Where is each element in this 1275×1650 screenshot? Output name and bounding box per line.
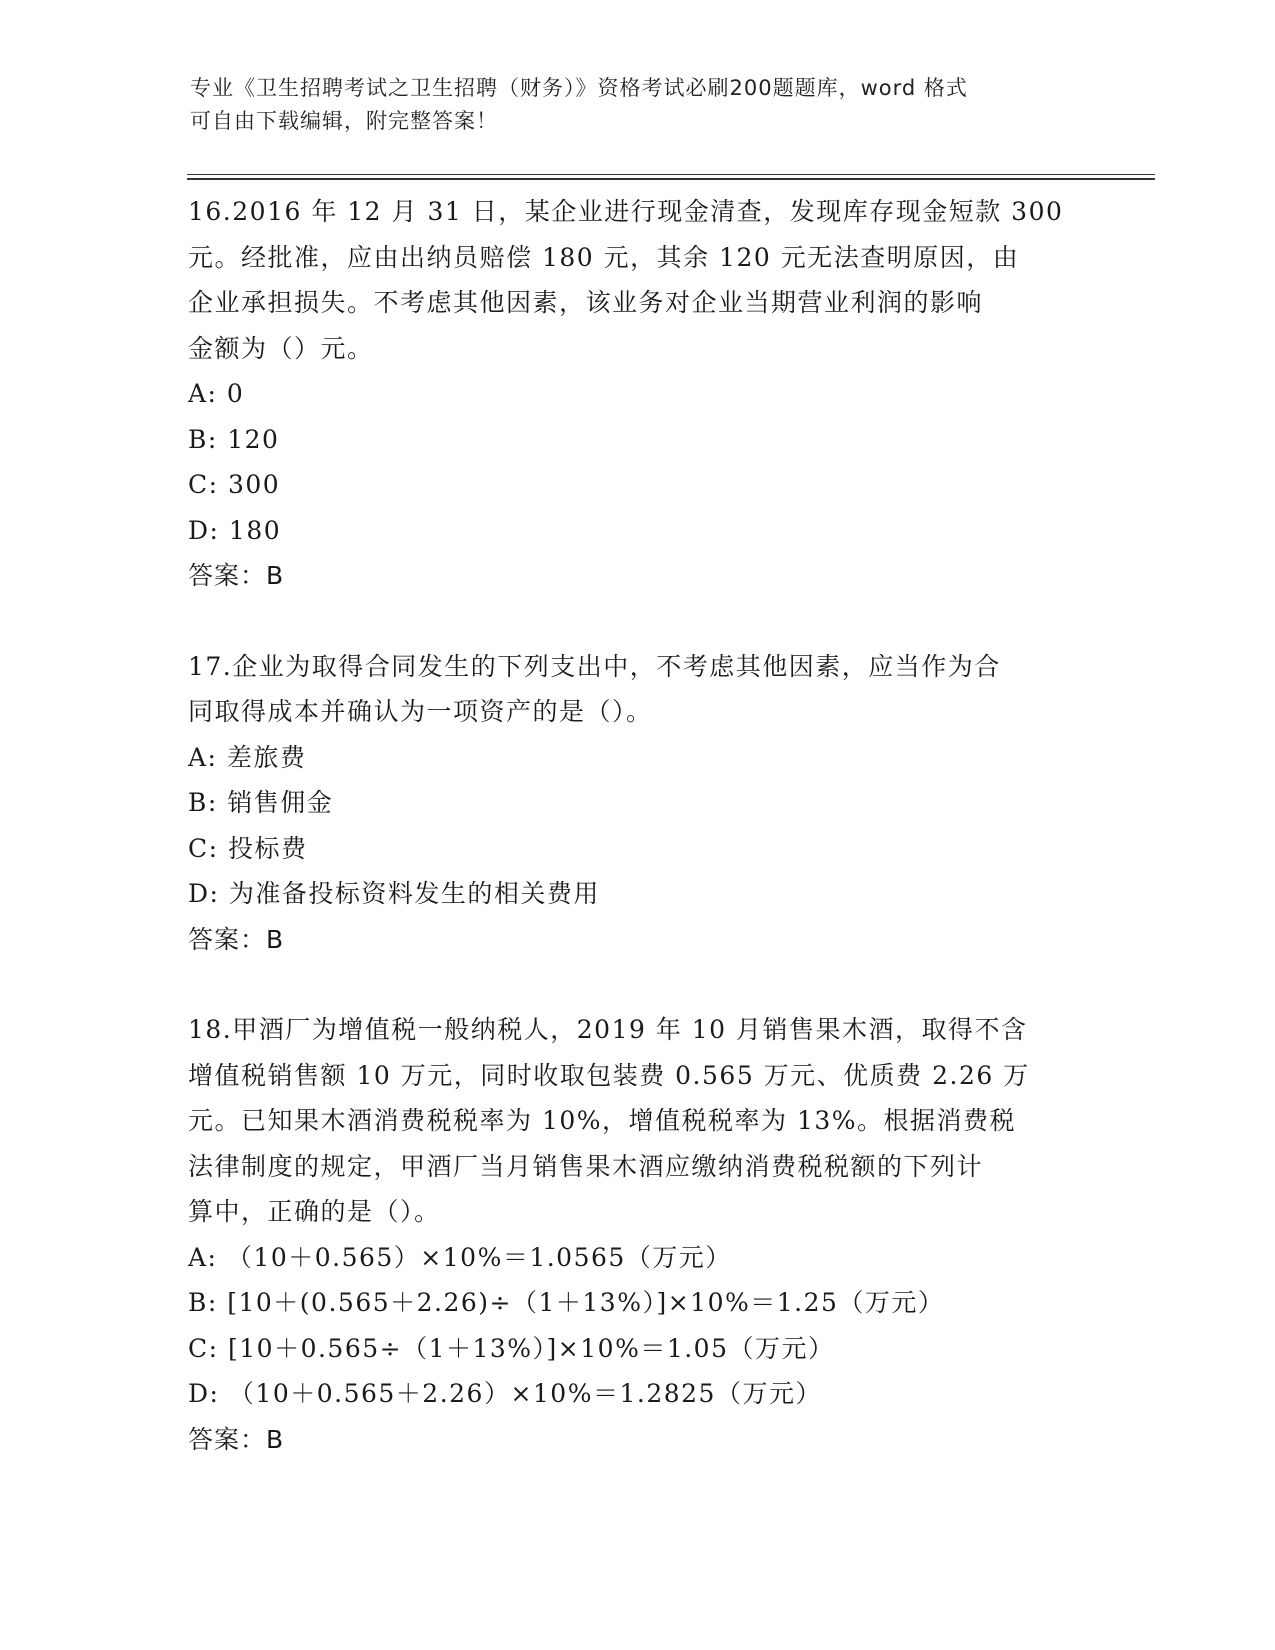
option-a: A: 差旅费 — [188, 742, 307, 772]
option-b: B: 120 — [188, 424, 280, 454]
header-divider-thin — [187, 174, 1155, 175]
option-c: C: 投标费 — [188, 833, 308, 863]
answer: 答案：B — [188, 561, 285, 590]
question-17 — [188, 644, 1148, 963]
option-d: D: 为准备投标资料发生的相关费用 — [188, 879, 600, 908]
header-line-2: 可自由下载编辑，附完整答案！ — [190, 109, 498, 133]
question-text-line: 企业承担损失。不考虑其他因素，该业务对企业当期营业利润的影响 — [188, 288, 984, 317]
question-spacer — [188, 599, 1148, 644]
question-spacer — [188, 962, 1148, 1007]
header-divider-thick — [187, 178, 1155, 180]
option-d: D: （10＋0.565＋2.26）×10%＝1.2825（万元） — [188, 1379, 822, 1408]
question-text-line: 17.企业为取得合同发生的下列支出中，不考虑其他因素，应当作为合 — [188, 651, 1001, 681]
option-b: B: 销售佣金 — [188, 788, 334, 817]
answer: 答案：B — [188, 1424, 285, 1454]
question-text-line: 16.2016 年 12 月 31 日，某企业进行现金清查，发现库存现金短款 300 — [188, 197, 1064, 226]
option-b: B: [10＋(0.565＋2.26)÷（1＋13%）]×10%＝1.25（万元） — [188, 1288, 945, 1317]
question-text-line: 同取得成本并确认为一项资产的是（）。 — [188, 697, 653, 726]
document-header — [190, 72, 1090, 138]
option-a: A: （10＋0.565）×10%＝1.0565（万元） — [188, 1242, 732, 1272]
option-c: C: 300 — [188, 470, 281, 499]
question-text-line: 元。已知果木酒消费税税率为 10%，增值税税率为 13%。根据消费税 — [188, 1106, 1017, 1135]
option-c: C: [10＋0.565÷（1＋13%）]×10%＝1.05（万元） — [188, 1333, 835, 1363]
question-16 — [188, 189, 1148, 599]
question-text-line: 增值税销售额 10 万元，同时收取包装费 0.565 万元、优质费 2.26 万 — [188, 1060, 1030, 1090]
answer: 答案：B — [188, 924, 285, 954]
question-text-line: 金额为（）元。 — [188, 333, 374, 363]
header-line-1: 专业《卫生招聘考试之卫生招聘（财务）》资格考试必刷200题题库，word 格式 — [190, 76, 968, 100]
question-text-line: 法律制度的规定，甲酒厂当月销售果木酒应缴纳消费税税额的下列计 — [188, 1151, 984, 1181]
option-d: D: 180 — [188, 515, 282, 545]
question-text-line: 18.甲酒厂为增值税一般纳税人，2019 年 10 月销售果木酒，取得不含 — [188, 1015, 1028, 1044]
question-text-line: 算中，正确的是（）。 — [188, 1197, 441, 1226]
option-a: A: 0 — [188, 379, 245, 408]
question-list — [188, 189, 1148, 1462]
question-text-line: 元。经批准，应由出纳员赔偿 180 元，其余 120 元无法查明原因，由 — [188, 242, 1020, 272]
question-18 — [188, 1007, 1148, 1462]
